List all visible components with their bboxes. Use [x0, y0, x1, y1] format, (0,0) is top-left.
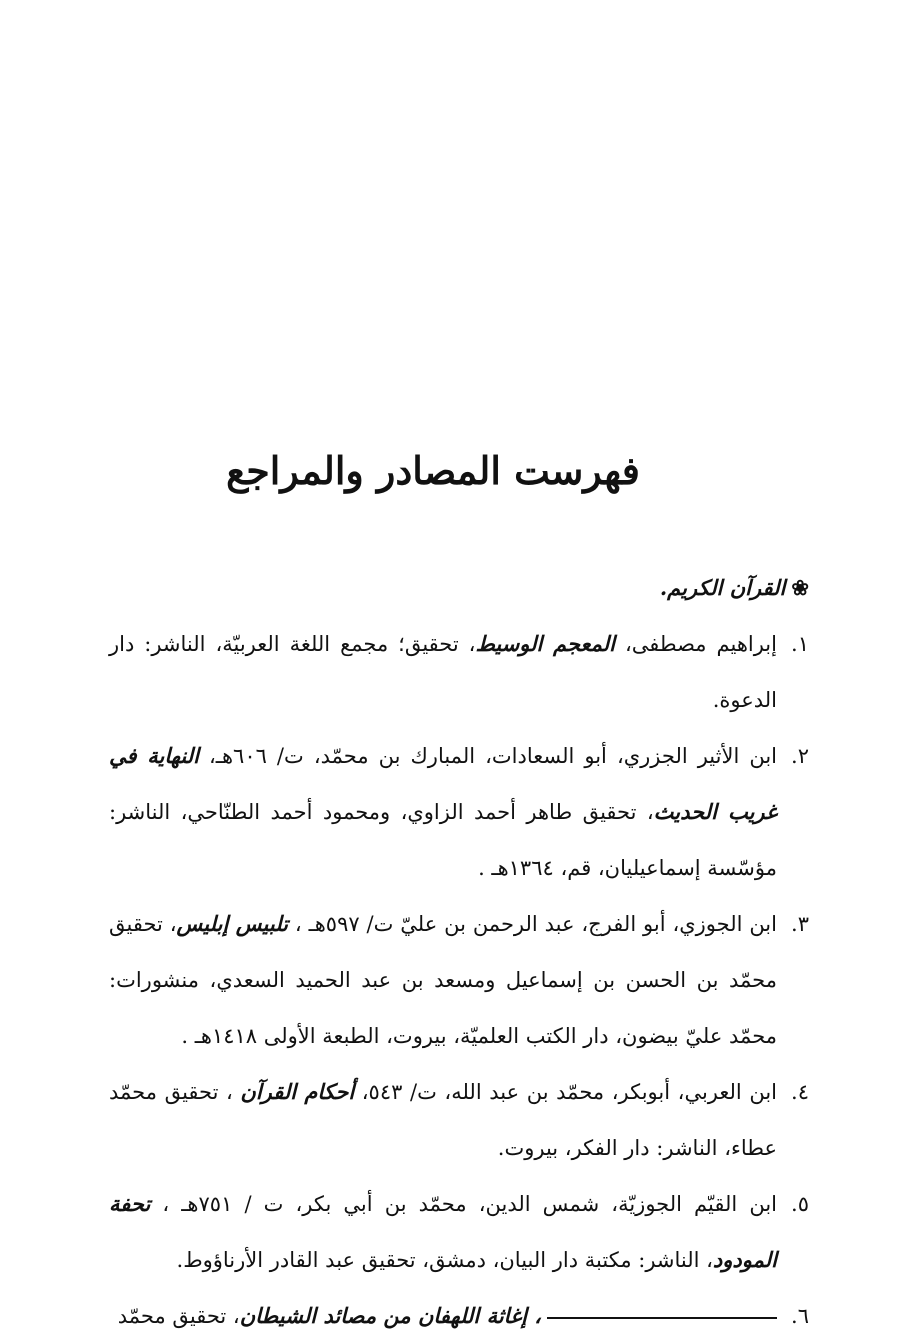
flower-icon: ❀: [791, 575, 809, 600]
entry-number: ٤.: [791, 1080, 809, 1104]
entry-number: ١.: [791, 632, 809, 656]
entry-author: ابن القيّم الجوزيّة، شمس الدين، محمّد بن أبي بكر، ت / ٧٥١هـ ،: [150, 1192, 777, 1216]
quran-label: القرآن الكريم.: [659, 575, 786, 600]
reference-entry-3: [109, 896, 809, 1064]
entry-author: إبراهيم مصطفى،: [615, 632, 777, 656]
entry-author: ابن الأثير الجزري، أبو السعادات، المبارك بن محمّد، ت/ ٦٠٦هـ،: [198, 744, 778, 768]
entry-title: أحكام القرآن: [240, 1079, 355, 1104]
entry-title: ، إغاثة اللهفان من مصائد الشيطان: [239, 1303, 541, 1328]
entry-details: ، تحقيق محمّد عطاء، الناشر: دار الفكر، بيروت.: [109, 1080, 777, 1160]
entry-number: ٢.: [791, 744, 809, 768]
reference-entry-5: [109, 1176, 809, 1288]
entry-details: ، تحقيق؛ مجمع اللغة العربيّة، الناشر: دار الدعوة.: [109, 632, 777, 712]
reference-entry-2: [109, 728, 809, 896]
repeated-author-dash: [547, 1317, 777, 1319]
bibliography-list: [109, 560, 809, 1344]
reference-entry-6: [109, 1288, 809, 1344]
quran-reference: [109, 560, 809, 616]
reference-entry-1: [109, 616, 809, 728]
entry-author: ابن الجوزي، أبو الفرج، عبد الرحمن بن عليّ ت/ ٥٩٧هـ ،: [288, 912, 777, 936]
page-title: فهرست المصادر والمراجع: [226, 448, 640, 493]
entry-title: المعجم الوسيط: [475, 631, 616, 656]
entry-number: ٣.: [791, 912, 809, 936]
entry-details: ، تحقيق محمّد: [117, 1304, 240, 1328]
entry-details: ، الناشر: مكتبة دار البيان، دمشق، تحقيق عبد القادر الأرناؤوط.: [176, 1248, 713, 1272]
reference-entry-4: [109, 1064, 809, 1176]
entry-details: ، تحقيق طاهر أحمد الزاوي، ومحمود أحمد الطنّاحي، الناشر: مؤسّسة إسماعيليان، قم، ١٣٦٤هـ .: [109, 800, 777, 880]
entry-title: تحفة المودود: [109, 1191, 777, 1272]
entry-number: ٥.: [791, 1192, 809, 1216]
entry-number: ٦.: [791, 1304, 809, 1328]
entry-author: ابن العربي، أبوبكر، محمّد بن عبد الله، ت/ ٥٤٣،: [354, 1080, 777, 1104]
entry-title: تلبيس إبليس: [176, 911, 289, 936]
entry-details: ، تحقيق محمّد بن الحسن بن إسماعيل ومسعد بن عبد الحميد السعدي، منشورات: محمّد عليّ بيضون، دار الكتب العلميّة، بيروت، الطبعة الأولى ١٤١٨هـ .: [109, 912, 777, 1048]
entry-title: النهاية في غريب الحديث: [109, 743, 777, 824]
